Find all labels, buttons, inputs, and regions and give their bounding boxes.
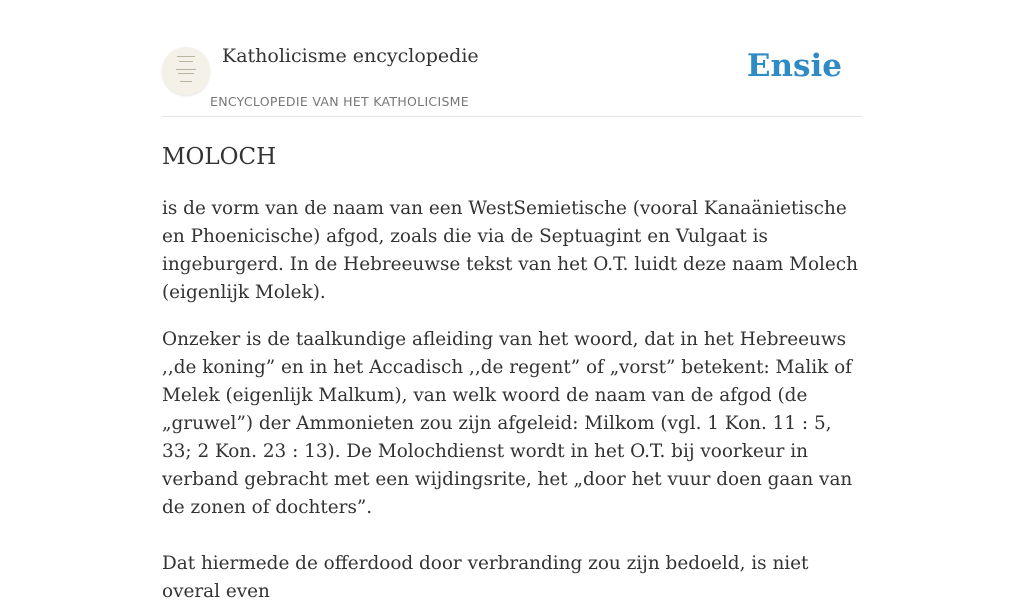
encyclopedia-title[interactable]: Katholicisme encyclopedie [222, 45, 479, 67]
article-paragraph: Onzeker is de taalkundige afleiding van het woord, dat in het Hebreeuws ,,de koning” en in het Accadisch ,,de regent” of „vorst” betekent: Malik of Melek (eigenlijk Malkum), van welk woord de naam van de afgod (de „gruwel”) der Ammonieten zou zijn afgeleid: Milkom (vgl. 1 Kon. 11 : 5, 33; 2 Kon. 23 : 13). De Molochdienst wordt in het O.T. bij voorkeur in verband gebracht met een wijdingsrite, het „door het vuur doen gaan van de zonen of dochters”. [162, 329, 853, 518]
page [162, 0, 862, 602]
header [162, 0, 862, 117]
article-paragraph: Dat hiermede de offerdood door verbranding zou zijn bedoeld, is niet overal even [162, 553, 809, 602]
encyclopedia-subtitle: ENCYCLOPEDIE VAN HET KATHOLICISME [210, 94, 469, 109]
ensie-logo[interactable]: Ensie [746, 48, 842, 84]
article-title: MOLOCH [162, 144, 277, 170]
encyclopedia-cover-thumbnail[interactable] [162, 47, 210, 95]
article-paragraph: is de vorm van de naam van een WestSemietische (vooral Kanaänietische en Phoenicische) afgod, zoals die via de Septuagint en Vulgaat is ingeburgerd. In de Hebreeuwse tekst van het O.T. luidt deze naam Molech (eigenlijk Molek). [162, 198, 858, 303]
